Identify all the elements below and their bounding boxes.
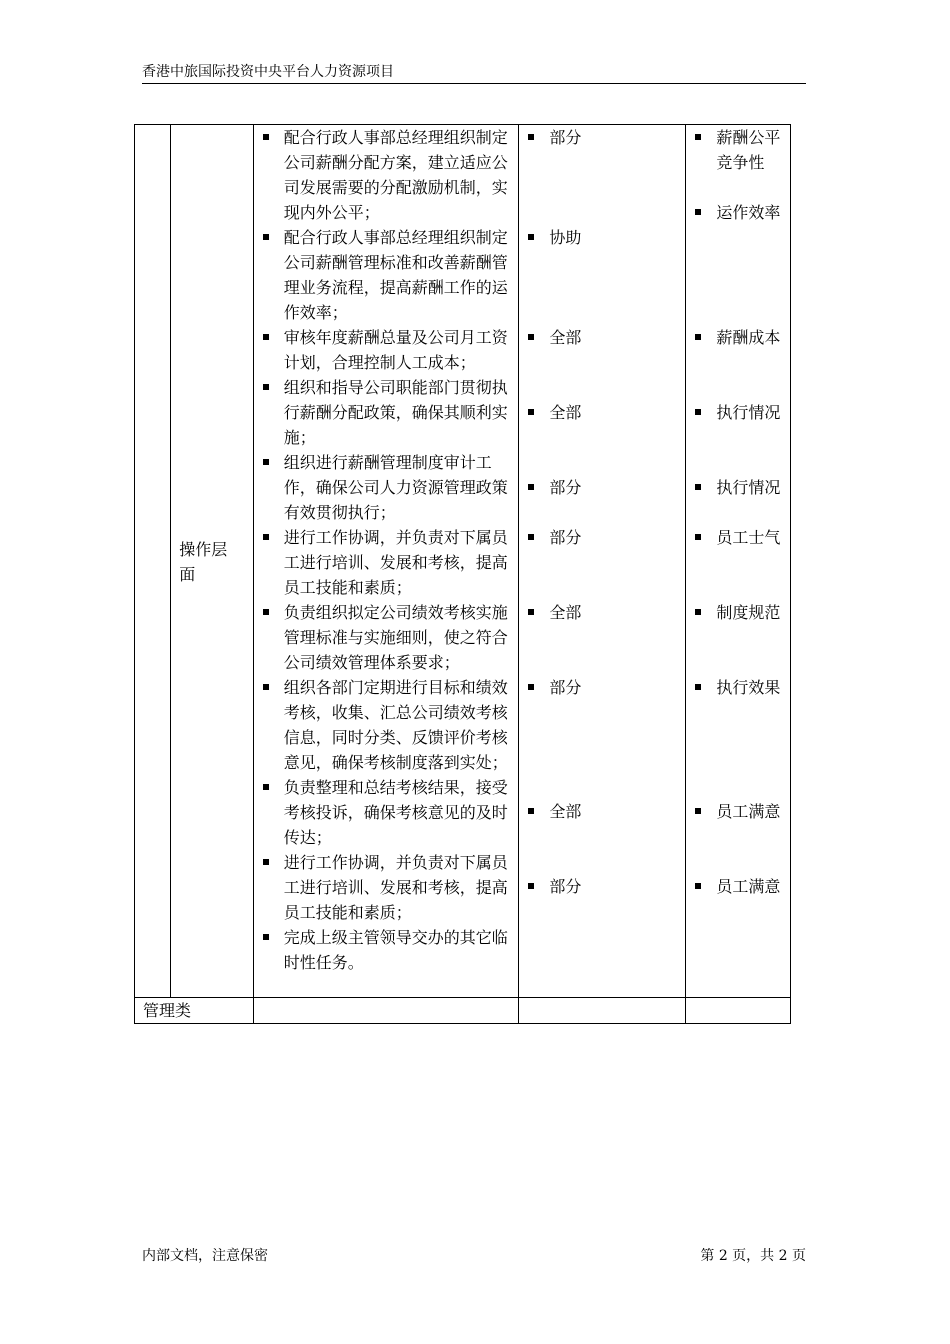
list-item [686, 475, 790, 500]
square-bullet-icon [263, 384, 269, 390]
list-item [519, 874, 685, 899]
duty-text: 负责组织拟定公司绩效考核实施管理标准与实施细则，使之符合公司绩效管理体系要求； [283, 603, 508, 672]
management-indicator-cell [686, 998, 791, 1024]
duty-text: 负责整理和总结考核结果，接受考核投诉，确保考核意见的及时传达； [283, 778, 508, 847]
responsibility-text: 全部 [549, 328, 582, 347]
responsibility-text: 部分 [549, 478, 582, 497]
square-bullet-icon [695, 684, 701, 690]
list-item [519, 475, 685, 500]
responsibility-text: 全部 [549, 802, 582, 821]
list-item [254, 125, 511, 225]
square-bullet-icon [263, 934, 269, 940]
duty-text: 配合行政人事部总经理组织制定公司薪酬分配方案，建立适应公司发展需要的分配激励机制，实现内外公平； [283, 128, 508, 222]
list-item [254, 850, 511, 925]
square-bullet-icon [695, 209, 701, 215]
list-item [686, 799, 790, 824]
square-bullet-icon [263, 459, 269, 465]
list-item [686, 200, 790, 225]
square-bullet-icon [695, 609, 701, 615]
square-bullet-icon [263, 134, 269, 140]
responsibility-text: 部分 [549, 877, 582, 896]
square-bullet-icon [695, 883, 701, 889]
duties-cell [253, 125, 519, 998]
duty-text: 配合行政人事部总经理组织制定公司薪酬管理标准和改善薪酬管理业务流程，提高薪酬工作的运作效率； [283, 228, 508, 322]
list-item [686, 125, 790, 175]
indicator-text: 制度规范 [716, 603, 781, 622]
operation-level-cell [171, 125, 254, 998]
list-item [519, 400, 685, 425]
square-bullet-icon [528, 684, 534, 690]
square-bullet-icon [695, 409, 701, 415]
list-item [686, 400, 790, 425]
duties-list [254, 125, 519, 975]
footer-confidential-note: 内部文档，注意保密 [142, 1248, 268, 1264]
square-bullet-icon [263, 859, 269, 865]
responsibility-text: 全部 [549, 403, 582, 422]
list-item [686, 325, 790, 350]
square-bullet-icon [263, 684, 269, 690]
list-item [519, 675, 685, 700]
indicator-text: 执行效果 [716, 678, 781, 697]
responsibility-text: 部分 [549, 528, 582, 547]
square-bullet-icon [695, 808, 701, 814]
list-item [254, 325, 511, 375]
indicator-list [686, 125, 790, 997]
list-item [519, 325, 685, 350]
list-item [254, 775, 511, 850]
square-bullet-icon [528, 883, 534, 889]
indicator-cell [686, 125, 791, 998]
duty-text: 进行工作协调，并负责对下属员工进行培训、发展和考核，提高员工技能和素质； [283, 853, 508, 922]
square-bullet-icon [263, 234, 269, 240]
duties-table [134, 124, 791, 1024]
indicator-text: 员工满意 [716, 802, 781, 821]
square-bullet-icon [528, 234, 534, 240]
table-row-management [135, 998, 791, 1024]
duty-text: 组织各部门定期进行目标和绩效考核，收集、汇总公司绩效考核信息，同时分类、反馈评价考核意见，确保考核制度落到实处； [283, 678, 508, 772]
indicator-text: 执行情况 [716, 403, 781, 422]
management-duties-cell [253, 998, 519, 1024]
list-item [519, 600, 685, 625]
duty-text: 进行工作协调，并负责对下属员工进行培训、发展和考核，提高员工技能和素质； [283, 528, 508, 597]
list-item [686, 525, 790, 550]
list-item [519, 125, 685, 150]
indicator-text: 运作效率 [716, 203, 781, 222]
page-header-title: 香港中旅国际投资中央平台人力资源项目 [142, 64, 394, 80]
duty-text: 组织进行薪酬管理制度审计工作，确保公司人力资源管理政策有效贯彻执行； [283, 453, 508, 522]
operation-level-label: 操作层面 [179, 540, 228, 584]
list-item [254, 450, 511, 525]
indicator-text: 薪酬成本 [716, 328, 781, 347]
list-item [254, 525, 511, 600]
indicator-text: 执行情况 [716, 478, 781, 497]
category-cell-empty [135, 125, 171, 998]
square-bullet-icon [695, 534, 701, 540]
square-bullet-icon [528, 484, 534, 490]
responsibility-text: 全部 [549, 603, 582, 622]
list-item [254, 225, 511, 325]
list-item [686, 675, 790, 700]
square-bullet-icon [528, 534, 534, 540]
indicator-text: 薪酬公平竞争性 [716, 128, 781, 172]
list-item [686, 874, 790, 899]
square-bullet-icon [528, 134, 534, 140]
responsibility-text: 部分 [549, 678, 582, 697]
square-bullet-icon [263, 784, 269, 790]
square-bullet-icon [695, 334, 701, 340]
list-item [254, 675, 511, 775]
list-item [254, 375, 511, 450]
list-item [254, 600, 511, 675]
management-responsibility-cell [519, 998, 686, 1024]
square-bullet-icon [528, 334, 534, 340]
responsibility-text: 部分 [549, 128, 582, 147]
square-bullet-icon [263, 609, 269, 615]
header-divider [142, 83, 806, 84]
list-item [519, 225, 685, 250]
list-item [686, 600, 790, 625]
square-bullet-icon [695, 484, 701, 490]
responsibility-cell [519, 125, 686, 998]
list-item [519, 799, 685, 824]
indicator-text: 员工士气 [716, 528, 781, 547]
duty-text: 完成上级主管领导交办的其它临时性任务。 [283, 928, 508, 972]
square-bullet-icon [528, 409, 534, 415]
duty-text: 组织和指导公司职能部门贯彻执行薪酬分配政策，确保其顺利实施； [283, 378, 508, 447]
square-bullet-icon [528, 808, 534, 814]
table-row-operation [135, 125, 791, 998]
indicator-text: 员工满意 [716, 877, 781, 896]
responsibility-list [519, 125, 685, 997]
list-item [519, 525, 685, 550]
responsibility-text: 协助 [549, 228, 582, 247]
square-bullet-icon [263, 534, 269, 540]
footer-page-number: 第 2 页，共 2 页 [700, 1248, 806, 1264]
square-bullet-icon [263, 334, 269, 340]
duty-text: 审核年度薪酬总量及公司月工资计划，合理控制人工成本； [283, 328, 508, 372]
list-item [254, 925, 511, 975]
management-category-label: 管理类 [135, 998, 254, 1024]
square-bullet-icon [695, 134, 701, 140]
square-bullet-icon [528, 609, 534, 615]
